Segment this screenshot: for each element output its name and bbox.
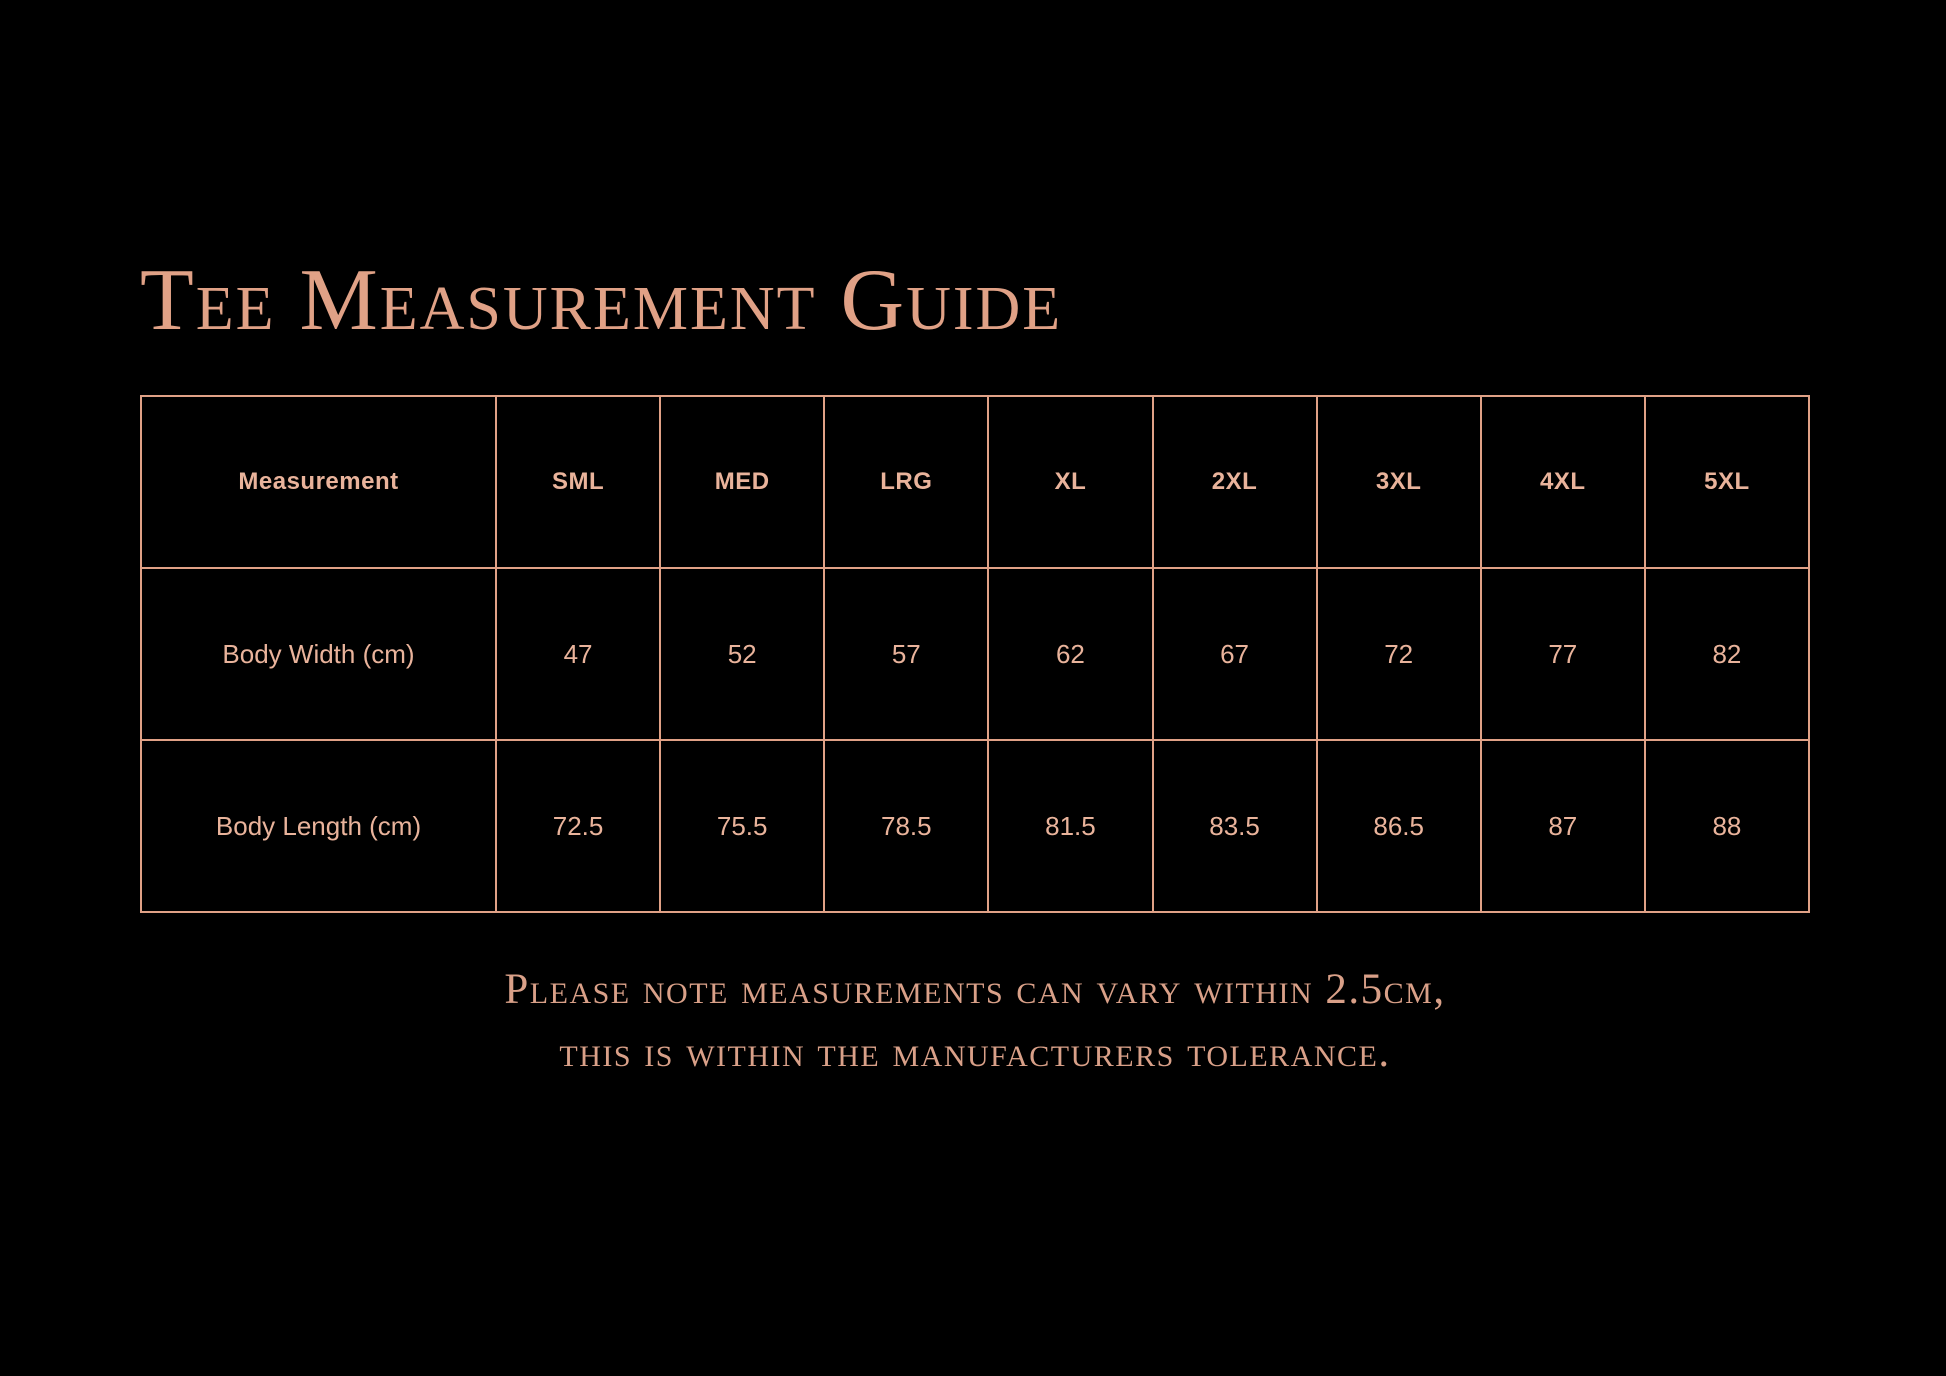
tolerance-note-line-1: Please note measurements can vary within 2.5cm, [504,966,1446,1014]
column-header-4xl: 4XL [1481,396,1645,568]
column-header-2xl: 2XL [1153,396,1317,568]
column-header-xl: XL [988,396,1152,568]
cell-body-width-4xl: 77 [1481,568,1645,740]
cell-body-width-med: 52 [660,568,824,740]
size-chart-table [140,395,1810,913]
cell-body-length-xl: 81.5 [988,740,1152,912]
column-header-3xl: 3XL [1317,396,1481,568]
cell-body-width-5xl: 82 [1645,568,1809,740]
tolerance-note-line-2: this is within the manufacturers tolerance. [559,1028,1391,1076]
content-wrapper [140,252,1810,1084]
cell-body-length-5xl: 88 [1645,740,1809,912]
table-row [141,740,1809,912]
cell-body-width-sml: 47 [496,568,660,740]
table-row [141,568,1809,740]
cell-body-length-sml: 72.5 [496,740,660,912]
column-header-measurement: Measurement [141,396,496,568]
cell-body-width-lrg: 57 [824,568,988,740]
row-label-body-width: Body Width (cm) [141,568,496,740]
cell-body-length-med: 75.5 [660,740,824,912]
cell-body-length-3xl: 86.5 [1317,740,1481,912]
row-label-body-length: Body Length (cm) [141,740,496,912]
column-header-med: MED [660,396,824,568]
cell-body-length-4xl: 87 [1481,740,1645,912]
cell-body-width-xl: 62 [988,568,1152,740]
page-title: Tee Measurement Guide [140,252,1063,349]
cell-body-width-3xl: 72 [1317,568,1481,740]
column-header-5xl: 5XL [1645,396,1809,568]
tolerance-note [140,959,1810,1084]
column-header-sml: SML [496,396,660,568]
cell-body-width-2xl: 67 [1153,568,1317,740]
table-header [141,396,1809,568]
table-body [141,568,1809,912]
cell-body-length-lrg: 78.5 [824,740,988,912]
cell-body-length-2xl: 83.5 [1153,740,1317,912]
column-header-lrg: LRG [824,396,988,568]
table-header-row [141,396,1809,568]
